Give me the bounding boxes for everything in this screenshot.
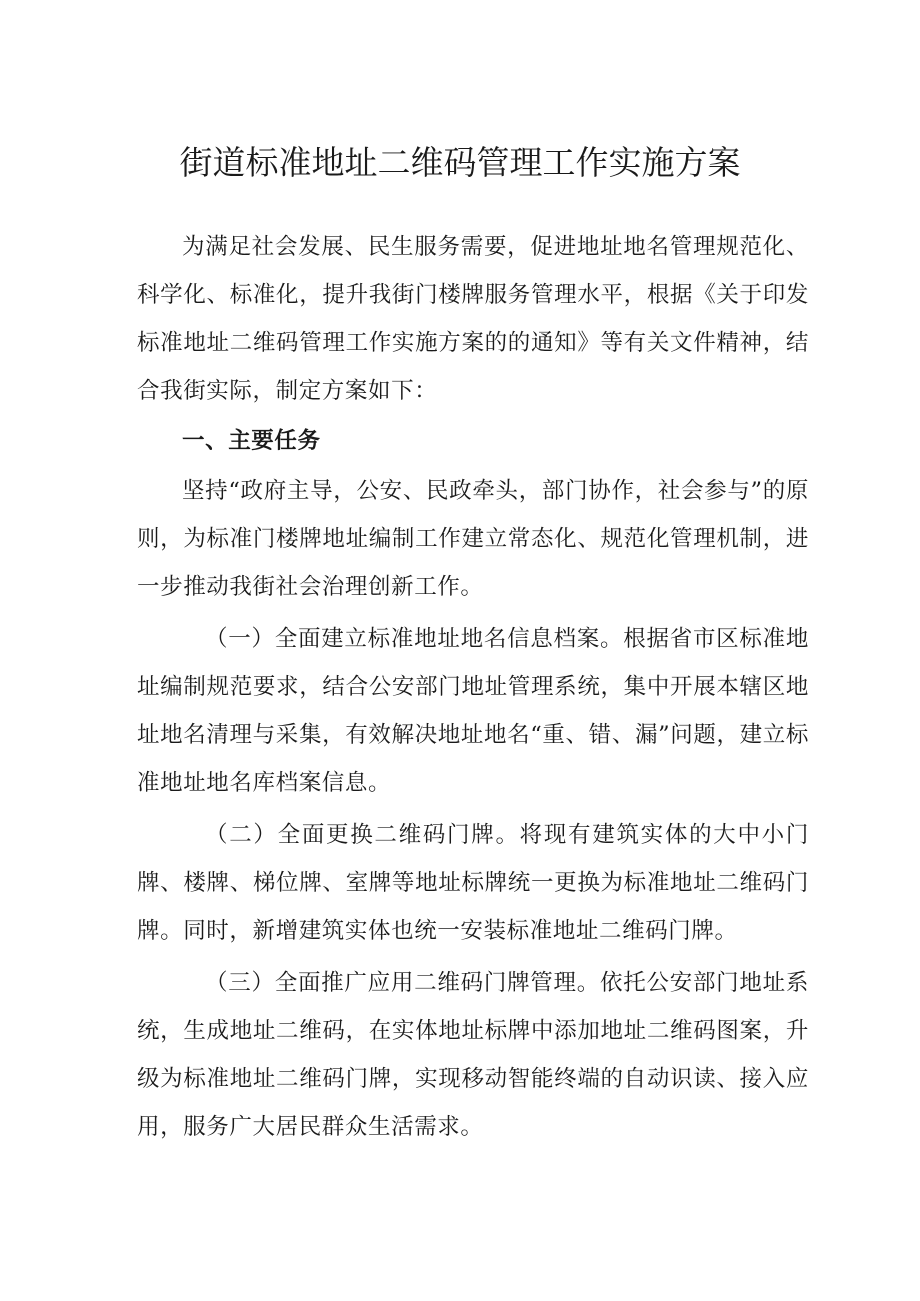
section-heading: 一、主要任务 [182, 428, 321, 454]
intro-paragraph: 为满足社会发展、民生服务需要，促进地址地名管理规范化、科学化、标准化，提升我街门楼牌服务管理水平，根据《关于印发标准地址二维码管理工作实施方案的的通知》等有关文件精神，结合我街实际，制定方案如下： [137, 234, 809, 404]
task-item-2: （二）全面更换二维码门牌。将现有建筑实体的大中小门牌、楼牌、梯位牌、室牌等地址标牌统一更换为标准地址二维码门牌。同时，新增建筑实体也统一安装标准地址二维码门牌。 [137, 822, 809, 944]
task-item-3: （三）全面推广应用二维码门牌管理。依托公安部门地址系统，生成地址二维码，在实体地址标牌中添加地址二维码图案，升级为标准地址二维码门牌，实现移动智能终端的自动识读、接入应用，服务广大居民群众生活需求。 [137, 970, 809, 1140]
document-title: 街道标准地址二维码管理工作实施方案 [179, 143, 741, 182]
document-body [137, 223, 809, 1151]
task-item-1: （一）全面建立标准地址地名信息档案。根据省市区标准地址编制规范要求，结合公安部门地址管理系统，集中开展本辖区地址地名清理与采集，有效解决地址地名“重、错、漏”问题，建立标准地址地名库档案信息。 [137, 626, 809, 796]
section-paragraph: 坚持“政府主导，公安、民政牵头，部门协作，社会参与”的原则，为标准门楼牌地址编制工作建立常态化、规范化管理机制，进一步推动我街社会治理创新工作。 [137, 478, 809, 600]
